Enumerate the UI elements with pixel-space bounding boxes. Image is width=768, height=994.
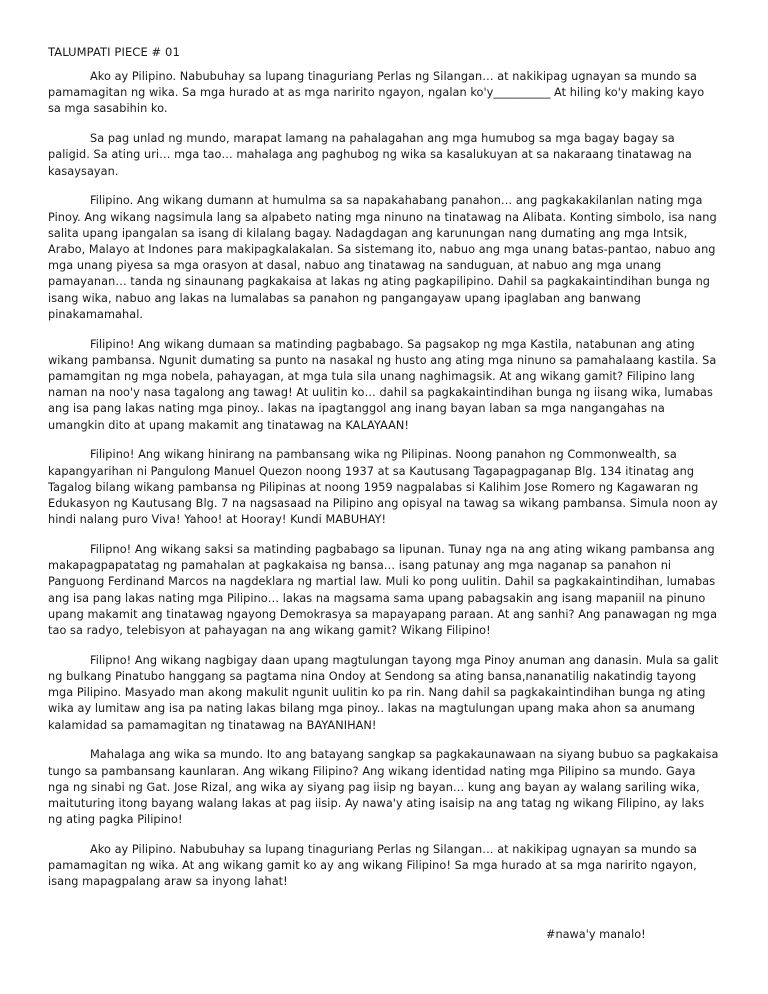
paragraph-3: Filipino. Ang wikang dumann at humulma sa sa napakahabang panahon… ang pagkakakilanlan nating mga Pinoy. Ang wikang nagsimula lang sa alpabeto nating mga ninuno na tinatawag na Alibata. Konting simbolo, isa nang salita upang ipangalan sa isang di kilalang bagay. Nadagdagan ang karunungan nang dumating ang mga Intsik, Arabo, Malayo at Indones para makipagkalakalan. Sa sistemang ito, nabuo ang mga unang batas-pantao, nabuo ang mga unang piyesa sa mga orasyon at dasal, nabuo ang tinatawag na sanduguan, at nabuo ang mga unang pamayanan… tanda ng sinaunang pagkakaisa at lakas ng ating pagkapilipino. Dahil sa pagkakaintindihan bunga ng isang wika, nabuo ang lakas na lumalabas sa panahon ng pangangayaw upang ipaglaban ang banwang pinakamamahal. bbox=[48, 194, 717, 321]
paragraph-1: Ako ay Pilipino. Nabubuhay sa lupang tinaguriang Perlas ng Silangan… at nakikipag ugnayan sa mundo sa pamamagitan ng wika. Sa mga hurado at as mga naririto ngayon, ngalan ko'y__________ At hiling ko'y making kayo sa mga sasabihin ko. bbox=[48, 70, 705, 116]
paragraph-8: Mahalaga ang wika sa mundo. Ito ang batayang sangkap sa pagkakaunawaan na siyang bubuo sa pagkakaisa tungo sa pambansang kaunlaran. Ang wikang Filipino? Ang wikang identidad nating mga Pilipino sa mundo. Gaya nga ng sinabi ng Gat. Jose Rizal, ang wika ay siyang pag iisip ng bayan… kung ang bayan ay walang sariling wika, maituturing itong bayang walang lakas at pag iisip. Ay nawa'y ating isaisip na ang tatag ng wikang Filipino, ay laks ng ating pagka Pilipino! bbox=[48, 748, 719, 827]
signoff-hashtag: #nawa'y manalo! bbox=[546, 928, 646, 941]
document-title: TALUMPATI PIECE # 01 bbox=[48, 45, 180, 59]
paragraph-5: Filipino! Ang wikang hinirang na pambansang wika ng Pilipinas. Noong panahon ng Commonwealth, sa kapangyarihan ni Pangulong Manuel Quezon noong 1937 at sa Kautusang Tagapagpaganap Blg. 134 itinatag ang Tagalog bilang wikang pambansa ng Pilipinas at noong 1959 nagpalabas si Kalihim Jose Romero ng Kagawaran ng Edukasyon ng Kautusang Blg. 7 na nagsasaad na Pilipino ang opisyal na tawag sa wikang pambansa. Simula noon ay hindi nalang puro Viva! Yahoo! at Hooray! Kundi MABUHAY! bbox=[48, 448, 718, 527]
paragraph-7: Filipno! Ang wikang nagbigay daan upang magtulungan tayong mga Pinoy anuman ang danasin. Mula sa galit ng bulkang Pinatubo hanggang sa pagtama nina Ondoy at Sendong sa ating bansa,nananatilig nakatindig tayong mga Pilipino. Masyado man akong makulit ngunit uulitin ko pa rin. Nang dahil sa pagkakaintindihan bunga ng ating wika ay lumitaw ang isa pa nating lakas bilang mga pinoy.. lakas na magtulungan upang maka ahon sa anumang kalamidad sa pamamagitan ng tinatawag na BAYANIHAN! bbox=[48, 653, 719, 732]
paragraph-2: Sa pag unlad ng mundo, marapat lamang na pahalagahan ang mga humubog sa mga bagay bagay sa paligid. Sa ating uri… mga tao… mahalaga ang paghubog ng wika sa kasalukuyan at sa nakaraang tinatawag na kasaysayan. bbox=[48, 132, 692, 178]
paragraph-9: Ako ay Pilipino. Nabubuhay sa lupang tinaguriang Perlas ng Silangan… at nakikipag ugnayan sa mundo sa pamamagitan ng wika. At ang wikang gamit ko ay ang wikang Filipino! Sa mga hurado at sa mga naririto ngayon, isang mapagpalang araw sa inyong lahat! bbox=[48, 843, 698, 889]
paragraph-4: Filipino! Ang wikang dumaan sa matinding pagbabago. Sa pagsakop ng mga Kastila, natabunan ang ating wikang pambansa. Ngunit dumating sa punto na nasakal ng husto ang ating mga ninuno sa pamahalaang kastila. Sa pamamgitan ng mga nobela, pahayagan, at mga tula sila unang naghimagsik. At ang wikang gamit? Filipino lang naman na noo'y nasa tagalong ang tawag! At uulitin ko… dahil sa pagkakaintindihan bunga ng iisang wika, lumabas ang isa pang lakas nating mga pinoy.. lakas na ipagtanggol ang inang bayan laban sa mga nangangahas na umangkin dito at upang makamit ang tinatawag na KALAYAAN! bbox=[48, 337, 717, 432]
paragraph-6: Filipno! Ang wikang saksi sa matinding pagbabago sa lipunan. Tunay nga na ang ating wikang pambansa ang makapagpapatatag ng pamahalan at pagkakaisa ng bansa… isang patunay ang mga naganap sa panahon ni Panguong Ferdinand Marcos na nagdeklara ng martial law. Muli ko pong uulitin. Dahil sa pagkakaintindihan, lumabas ang isa pang lakas nating mga Pilipino… lakas na magsama sama upang pabagsakin ang isang mapaniil na pinuno upang makamit ang tinatawag ngayong Demokrasya sa mapayapang paraan. At ang sanhi? Ang panawagan ng mga tao sa radyo, telebisyon at pahayagan na ang wikang gamit? Wikang Filipino! bbox=[48, 543, 718, 638]
